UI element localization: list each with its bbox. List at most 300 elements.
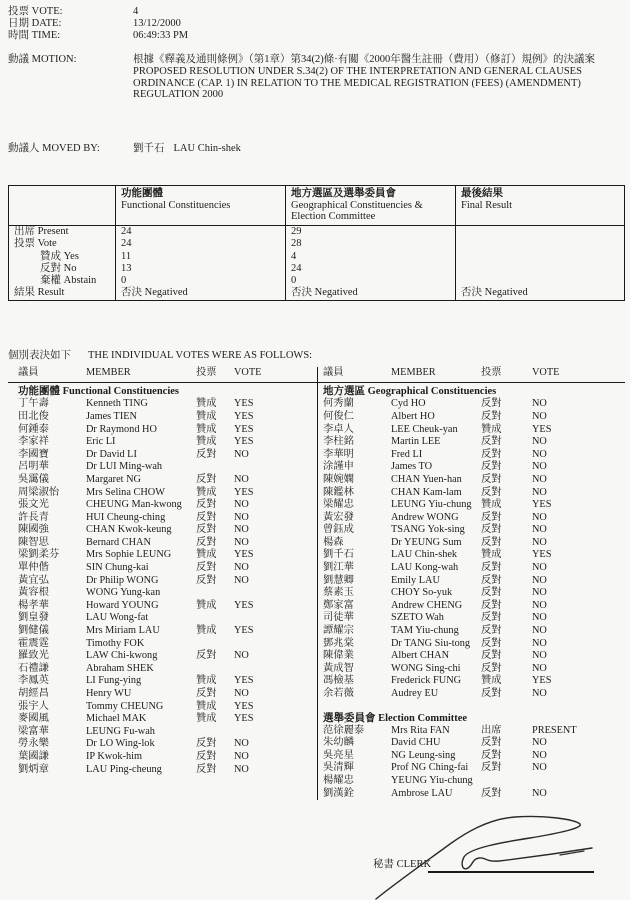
summary-cell-gc: 24	[286, 263, 456, 275]
member-name-en: LAU Ping-cheung	[86, 763, 162, 775]
vote-value-cn: 反對	[481, 574, 502, 586]
vote-row	[18, 424, 317, 437]
member-name-cn: 蔡素玉	[323, 587, 354, 599]
member-name-en: Dr Philip WONG	[86, 574, 159, 586]
vote-value-cn: 反對	[196, 763, 217, 775]
member-name-cn: 吳亮星	[323, 749, 354, 761]
member-name-cn: 劉炳章	[18, 763, 49, 775]
member-name-cn: 黃宏發	[323, 511, 354, 523]
clerk-label: 秘書 CLERK	[373, 859, 432, 870]
vote-row	[18, 612, 317, 625]
vote-value-cn: 贊成	[196, 713, 217, 725]
moved-by-name-cn: 劉千石	[133, 143, 165, 155]
member-name-cn: 梁耀忠	[323, 499, 354, 511]
summary-row-label: 投票 Vote	[9, 238, 116, 250]
vote-row	[323, 587, 625, 600]
member-name-cn: 何鍾泰	[18, 423, 49, 435]
meta-label: 日期 DATE:	[8, 18, 62, 29]
summary-row	[9, 226, 624, 238]
summary-row	[9, 263, 624, 275]
member-name-cn: 麥國風	[18, 713, 49, 725]
member-name-en: Andrew WONG	[391, 511, 459, 523]
member-name-en: LI Fung-ying	[86, 675, 142, 687]
member-name-cn: 陳偉業	[323, 650, 354, 662]
vote-row	[323, 638, 625, 651]
vote-row	[323, 688, 625, 701]
vote-value-cn: 贊成	[196, 700, 217, 712]
vote-value-cn: 贊成	[196, 398, 217, 410]
vote-value-en: NO	[532, 625, 547, 637]
member-name-en: Margaret NG	[86, 473, 141, 485]
vote-row	[323, 474, 625, 487]
vote-row	[18, 436, 317, 449]
vote-row	[323, 449, 625, 462]
summary-col-header-fc	[116, 186, 286, 225]
vote-en-header: VOTE	[234, 366, 262, 378]
vote-section-title: 地方選區 Geographical Constituencies	[323, 386, 497, 398]
gc-sections	[323, 385, 625, 800]
vote-value-en: YES	[234, 675, 254, 687]
vote-value-cn: 贊成	[196, 549, 217, 561]
col-header-en: Functional Constituencies	[121, 199, 231, 211]
member-name-en: Timothy FOK	[86, 637, 145, 649]
vote-value-en: YES	[234, 713, 254, 725]
motion-row	[8, 54, 625, 101]
member-name-cn: 何秀蘭	[323, 398, 354, 410]
member-name-en: Dr LUI Ming-wah	[86, 461, 163, 473]
member-name-en: Mrs Sophie LEUNG	[86, 549, 172, 561]
vote-value-en: NO	[532, 486, 547, 498]
summary-cell-gc: 否決 Negatived	[286, 287, 456, 299]
vote-row	[18, 600, 317, 613]
summary-cell-final: 否決 Negatived	[461, 287, 528, 299]
vote-value-cn: 反對	[481, 637, 502, 649]
summary-cell-fc: 24	[116, 238, 286, 250]
vote-value-en: NO	[234, 750, 249, 762]
member-name-en: Cyd HO	[391, 398, 426, 410]
vote-value-cn: 反對	[481, 448, 502, 460]
member-name-cn: 楊孝華	[18, 599, 49, 611]
member-name-cn: 李鳳英	[18, 675, 49, 687]
vote-row	[18, 726, 317, 739]
summary-row	[9, 238, 624, 250]
motion-text-cn: 根據《釋義及通則條例》（第1章）第34(2)條·有關《2000年醫生註冊（費用）（修訂）規例》的決議案	[133, 54, 595, 65]
summary-cell-gc: 4	[286, 251, 456, 263]
vote-value-cn: 反對	[196, 574, 217, 586]
vote-value-en: NO	[532, 762, 547, 774]
member-name-en: LEE Cheuk-yan	[391, 423, 458, 435]
member-name-en: Michael MAK	[86, 713, 147, 725]
vote-value-en: NO	[234, 473, 249, 485]
vote-value-cn: 反對	[196, 524, 217, 536]
vote-value-en	[234, 663, 317, 676]
member-name-cn: 劉漢銓	[323, 787, 354, 799]
member-name-en: Ambrose LAU	[391, 787, 453, 799]
vote-row	[323, 650, 625, 663]
vote-value-en: NO	[532, 448, 547, 460]
member-name-en: WONG Sing-chi	[391, 662, 461, 674]
member-en-header: MEMBER	[86, 366, 131, 378]
vote-row	[18, 663, 317, 676]
summary-cell-gc: 28	[286, 238, 456, 250]
vote-row	[18, 499, 317, 512]
member-name-en: Fred LI	[391, 448, 423, 460]
vote-value-en	[234, 726, 317, 739]
vote-row	[18, 575, 317, 588]
member-name-en: Howard YOUNG	[86, 599, 159, 611]
member-name-cn: 李華明	[323, 448, 354, 460]
vote-value-cn: 反對	[481, 436, 502, 448]
member-name-cn: 陳國強	[18, 524, 49, 536]
vote-row	[18, 638, 317, 651]
summary-row-label: 結果 Result	[9, 287, 116, 299]
vote-row	[18, 487, 317, 500]
vote-value-en: YES	[234, 549, 254, 561]
vote-value-en: NO	[234, 738, 249, 750]
member-name-cn: 劉千石	[323, 549, 354, 561]
vote-value-en: YES	[234, 398, 254, 410]
meta-row	[8, 6, 625, 18]
vote-value-en: YES	[234, 423, 254, 435]
vote-value-en: NO	[532, 749, 547, 761]
member-name-cn: 梁劉柔芬	[18, 549, 60, 561]
vote-value-en: NO	[532, 398, 547, 410]
summary-row	[9, 275, 624, 287]
member-name-en: TAM Yiu-chung	[391, 625, 459, 637]
vote-value-en: NO	[234, 524, 249, 536]
col-header-cn: 功能團體	[121, 188, 163, 200]
vote-cn-header: 投票	[196, 366, 217, 378]
motion-label: 動議 MOTION:	[8, 54, 77, 65]
summary-corner-cell	[9, 186, 116, 225]
vote-value-en	[234, 587, 317, 600]
vote-row	[323, 436, 625, 449]
member-name-cn: 吳清輝	[323, 762, 354, 774]
vote-value-en: NO	[234, 688, 249, 699]
vote-value-en: NO	[532, 436, 547, 448]
vote-value-cn: 反對	[481, 662, 502, 674]
vote-value-cn: 出席	[481, 724, 502, 736]
vote-row	[18, 738, 317, 751]
member-name-en: David CHU	[391, 737, 441, 749]
member-en-header: MEMBER	[391, 366, 436, 378]
member-name-en: CHAN Kwok-keung	[86, 524, 172, 536]
vote-row	[18, 398, 317, 411]
vote-row	[18, 411, 317, 424]
motion-text	[133, 54, 611, 101]
vote-row	[18, 675, 317, 688]
vote-row	[323, 499, 625, 512]
vote-row	[323, 575, 625, 588]
vote-value-en: NO	[532, 650, 547, 662]
vote-row	[18, 650, 317, 663]
member-name-en: LAU Kong-wah	[391, 562, 459, 574]
member-name-en: Albert CHAN	[391, 650, 450, 662]
summary-cell-fc: 否決 Negatived	[116, 287, 286, 299]
vote-value-en: YES	[532, 499, 552, 511]
individual-heading-cn: 個別表決如下	[8, 349, 71, 361]
vote-value-cn: 反對	[481, 762, 502, 774]
member-name-en: Abraham SHEK	[86, 662, 154, 674]
member-name-cn: 李國寶	[18, 448, 49, 460]
vote-value-cn: 贊成	[481, 499, 502, 511]
summary-cell-fc: 11	[116, 251, 286, 263]
member-name-en: Dr YEUNG Sum	[391, 536, 462, 548]
vote-value-en: YES	[234, 625, 254, 637]
member-name-cn: 朱幼麟	[323, 737, 354, 749]
vote-value-en: PRESENT	[532, 724, 577, 736]
vote-value-cn: 反對	[196, 499, 217, 511]
vote-value-cn: 反對	[481, 625, 502, 637]
vote-row	[18, 474, 317, 487]
member-name-en: Henry WU	[86, 688, 132, 699]
member-name-en: LEUNG Fu-wah	[86, 725, 155, 737]
vote-value-en: YES	[234, 700, 254, 712]
member-name-cn: 涂謹申	[323, 461, 354, 473]
member-name-cn: 胡經昌	[18, 688, 49, 699]
vote-value-cn: 反對	[481, 536, 502, 548]
vote-value-cn: 反對	[481, 599, 502, 611]
vote-value-cn: 贊成	[481, 549, 502, 561]
member-name-en: WONG Yung-kan	[86, 587, 161, 599]
vote-row	[18, 688, 317, 701]
member-name-cn: 楊耀忠	[323, 774, 354, 786]
summary-rows	[9, 226, 624, 300]
vote-value-en: NO	[532, 536, 547, 548]
member-name-cn: 李卓人	[323, 423, 354, 435]
vote-value-cn: 贊成	[481, 423, 502, 435]
member-name-cn: 吳靄儀	[18, 473, 49, 485]
vote-row	[323, 762, 625, 775]
member-name-cn: 呂明華	[18, 461, 49, 473]
vote-value-cn: 反對	[196, 473, 217, 485]
member-name-cn: 羅致光	[18, 650, 49, 662]
col-header-en: Final Result	[461, 199, 513, 211]
vote-value-cn: 反對	[481, 524, 502, 536]
vote-row	[18, 461, 317, 474]
vote-row	[18, 713, 317, 726]
gc-vote-column	[317, 367, 625, 800]
member-name-en: Tommy CHEUNG	[86, 700, 164, 712]
member-name-cn: 范徐麗泰	[323, 724, 365, 736]
fc-sections	[18, 385, 317, 776]
vote-row	[323, 549, 625, 562]
summary-row-label: 棄權 Abstain	[9, 275, 116, 287]
vote-row	[323, 600, 625, 613]
vote-value-en: YES	[234, 486, 254, 498]
vote-value-en: NO	[234, 511, 249, 523]
individual-heading-en: THE INDIVIDUAL VOTES WERE AS FOLLOWS:	[88, 349, 313, 361]
member-name-cn: 譚耀宗	[323, 625, 354, 637]
member-name-cn: 余若薇	[323, 688, 354, 699]
vote-value-cn	[196, 612, 234, 625]
vote-row	[323, 524, 625, 537]
summary-col-header-gc	[286, 186, 456, 225]
vote-value-en: NO	[532, 524, 547, 536]
vote-value-cn: 反對	[481, 461, 502, 473]
vote-value-cn: 反對	[196, 511, 217, 523]
member-name-en: LEUNG Yiu-chung	[391, 499, 472, 511]
vote-value-en	[532, 775, 625, 788]
vote-row	[323, 537, 625, 550]
member-name-cn: 曾鈺成	[323, 524, 354, 536]
summary-cell-fc: 24	[116, 226, 286, 238]
member-name-cn: 黃容根	[18, 587, 49, 599]
vote-value-en: NO	[234, 574, 249, 586]
vote-section-rows	[323, 398, 625, 700]
moved-by-name-en: LAU Chin-shek	[173, 143, 241, 155]
vote-row	[18, 449, 317, 462]
summary-cell-final	[456, 226, 624, 238]
member-name-en: TSANG Yok-sing	[391, 524, 465, 536]
vote-row	[18, 701, 317, 714]
vote-value-en: YES	[532, 549, 552, 561]
summary-row	[9, 251, 624, 263]
vote-value-cn	[196, 726, 234, 739]
summary-header-row	[9, 186, 624, 226]
vote-row	[323, 663, 625, 676]
member-name-cn: 勞永樂	[18, 738, 49, 750]
vote-row	[323, 625, 625, 638]
member-name-en: LAU Wong-fat	[86, 612, 149, 624]
vote-row	[18, 562, 317, 575]
col-header-en: Geographical Constituencies & Election Committee	[291, 199, 423, 223]
vote-row	[323, 411, 625, 424]
vote-value-cn: 贊成	[196, 436, 217, 448]
vote-en-header: VOTE	[532, 366, 560, 378]
member-name-cn: 鄭家富	[323, 599, 354, 611]
vote-row	[323, 750, 625, 763]
vote-value-cn	[196, 663, 234, 676]
member-name-cn: 司徒華	[323, 612, 354, 624]
member-name-en: Mrs Miriam LAU	[86, 625, 160, 637]
vote-row	[18, 587, 317, 600]
motion-text-en: PROPOSED RESOLUTION UNDER S.34(2) OF THE INTERPRETATION AND GENERAL CLAUSES ORDINANCE (CAP. 1) IN RELATION TO THE MEDICAL REGISTRATION (FEES) (AMENDMENT) REGULATION 2000	[133, 65, 582, 101]
vote-value-cn: 反對	[481, 650, 502, 662]
summary-cell-fc: 13	[116, 263, 286, 275]
member-name-cn: 陳智思	[18, 536, 49, 548]
member-name-cn: 劉江華	[323, 562, 354, 574]
member-name-en: James TO	[391, 461, 433, 473]
vote-row	[323, 398, 625, 411]
vote-value-cn: 贊成	[196, 625, 217, 637]
vote-value-cn: 反對	[481, 511, 502, 523]
member-name-en: Dr Raymond HO	[86, 423, 157, 435]
vote-row	[18, 764, 317, 777]
vote-value-cn: 反對	[481, 787, 502, 799]
vote-row	[18, 537, 317, 550]
individual-heading	[8, 349, 625, 362]
member-name-cn: 劉皇發	[18, 612, 49, 624]
vote-value-en: NO	[532, 662, 547, 674]
summary-col-header-final	[456, 186, 624, 225]
vote-row	[18, 512, 317, 525]
member-name-en: CHOY So-yuk	[391, 587, 453, 599]
summary-row-label: 反對 No	[9, 263, 116, 275]
vote-value-cn	[196, 461, 234, 474]
summary-row	[9, 287, 624, 299]
vote-value-cn: 贊成	[196, 423, 217, 435]
member-name-cn: 石禮謙	[18, 662, 49, 674]
member-name-cn: 丁午壽	[18, 398, 49, 410]
vote-value-en	[234, 612, 317, 625]
vote-value-cn: 反對	[196, 688, 217, 699]
member-name-en: YEUNG Yiu-chung	[391, 774, 473, 786]
vote-value-cn: 反對	[196, 738, 217, 750]
member-name-en: Dr LO Wing-lok	[86, 738, 155, 750]
vote-value-cn: 反對	[196, 562, 217, 574]
vote-value-cn	[481, 775, 532, 788]
member-name-cn: 張文光	[18, 499, 49, 511]
vote-value-cn	[196, 638, 234, 651]
moved-by-label: 動議人 MOVED BY:	[8, 143, 100, 155]
vote-section-title: 選舉委員會 Election Committee	[323, 712, 468, 724]
vote-value-en: NO	[532, 599, 547, 611]
vote-value-cn: 反對	[196, 536, 217, 548]
vote-section-title: 功能團體 Functional Constituencies	[18, 386, 180, 398]
vote-row	[18, 751, 317, 764]
vote-value-en: NO	[234, 562, 249, 574]
member-name-en: IP Kwok-him	[86, 750, 142, 762]
member-name-en: Mrs Selina CHOW	[86, 486, 165, 498]
vote-value-en	[234, 638, 317, 651]
vote-row	[323, 461, 625, 474]
vote-row	[18, 524, 317, 537]
vote-value-en: NO	[532, 787, 547, 799]
member-cn-header: 議員	[323, 366, 344, 378]
vote-value-en: NO	[532, 612, 547, 624]
vote-row	[323, 737, 625, 750]
member-name-en: LAU Chin-shek	[391, 549, 458, 561]
votes-header	[8, 367, 317, 384]
vote-value-cn: 反對	[481, 398, 502, 410]
summary-cell-gc: 0	[286, 275, 456, 287]
member-name-en: Eric LI	[86, 436, 116, 448]
vote-row	[323, 612, 625, 625]
vote-value-en: NO	[532, 587, 547, 599]
member-name-en: LAW Chi-kwong	[86, 650, 158, 662]
summary-table	[8, 185, 625, 301]
vote-row	[323, 487, 625, 500]
vote-meta	[8, 6, 625, 42]
vote-row	[323, 775, 625, 788]
member-name-cn: 陳鑑林	[323, 486, 354, 498]
vote-row	[18, 625, 317, 638]
member-name-en: Dr TANG Siu-tong	[391, 637, 471, 649]
member-name-cn: 梁富華	[18, 725, 49, 737]
vote-cn-header: 投票	[481, 366, 502, 378]
vote-value-cn	[196, 587, 234, 600]
vote-value-en: YES	[234, 599, 254, 611]
summary-row-label: 出席 Present	[9, 226, 116, 238]
member-name-en: James TIEN	[86, 410, 137, 422]
meta-value: 13/12/2000	[133, 18, 181, 29]
member-name-cn: 劉健儀	[18, 625, 49, 637]
member-name-cn: 李家祥	[18, 436, 49, 448]
vote-row	[18, 549, 317, 562]
member-name-en: Kenneth TING	[86, 398, 148, 410]
member-name-en: CHAN Kam-lam	[391, 486, 462, 498]
meta-value: 06:49:33 PM	[133, 30, 189, 41]
vote-value-cn: 反對	[481, 749, 502, 761]
vote-value-en: NO	[234, 650, 249, 662]
vote-row	[323, 512, 625, 525]
member-name-en: HUI Cheung-ching	[86, 511, 166, 523]
vote-value-en: NO	[532, 737, 547, 749]
member-name-en: Mrs Rita FAN	[391, 724, 450, 736]
summary-cell-final	[456, 263, 624, 275]
member-name-cn: 田北俊	[18, 410, 49, 422]
